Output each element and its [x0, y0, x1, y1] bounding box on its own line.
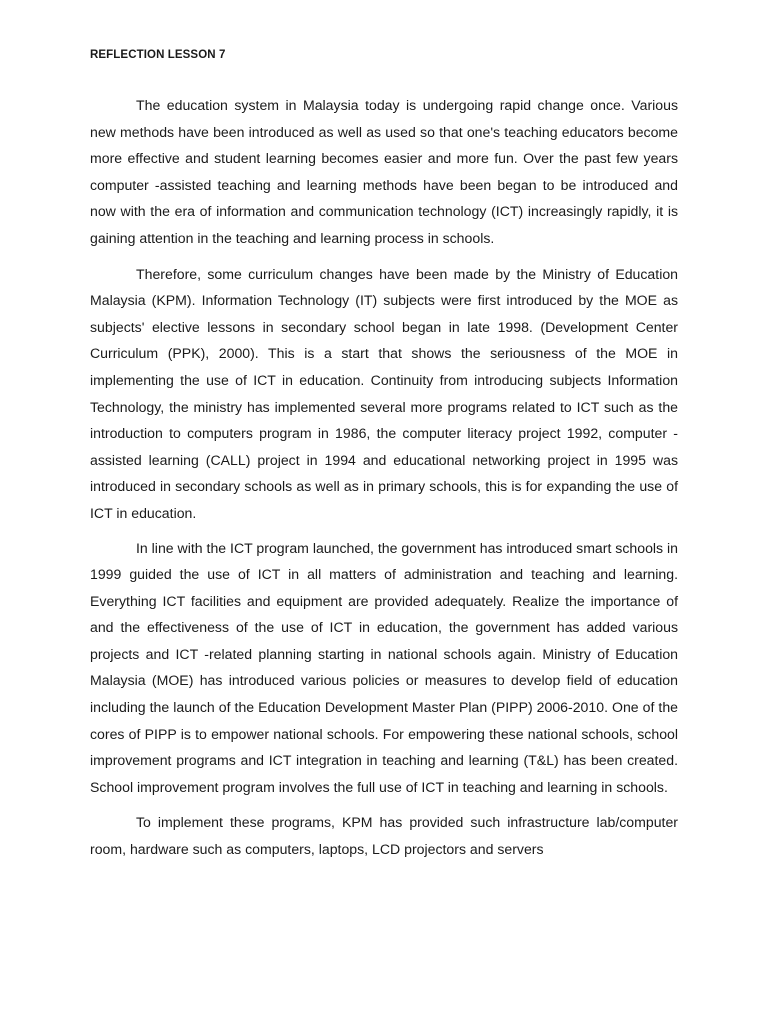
- paragraph-3: In line with the ICT program launched, the government has introduced smart schools in 1999 guided the use of ICT in all matters of administration and teaching and learning. Everything ICT facilities and equipment are provided adequately. Realize the importance of and the effectiveness of the use of ICT in education, the government has added various projects and ICT -related planning starting in national schools again. Ministry of Education Malaysia (MOE) has introduced various policies or measures to develop field of education including the launch of the Education Development Master Plan (PIPP) 2006-2010. One of the cores of PIPP is to empower national schools. For empowering these national schools, school improvement programs and ICT integration in teaching and learning (T&L) has been created. School improvement program involves the full use of ICT in teaching and learning in schools.: [90, 539, 678, 795]
- paragraph-4: To implement these programs, KPM has provided such infrastructure lab/computer room, hardware such as computers, laptops, LCD projectors and servers: [90, 814, 678, 858]
- document-title: REFLECTION LESSON 7: [90, 49, 226, 61]
- document-body: [90, 92, 678, 872]
- paragraph-2: Therefore, some curriculum changes have been made by the Ministry of Education Malaysia (KPM). Information Technology (IT) subjects were first introduced by the MOE as subjects' elective lessons in secondary school began in late 1998. (Development Center Curriculum (PPK), 2000). This is a start that shows the seriousness of the MOE in implementing the use of ICT in education. Continuity from introducing subjects Information Technology, the ministry has implemented several more programs related to ICT such as the introduction to computers program in 1986, the computer literacy project 1992, computer -assisted learning (CALL) project in 1994 and educational networking project in 1995 was introduced in secondary schools as well as in primary schools, this is for expanding the use of ICT in education.: [90, 265, 678, 521]
- paragraph-1: The education system in Malaysia today is undergoing rapid change once. Various new methods have been introduced as well as used so that one's teaching educators become more effective and student learning becomes easier and more fun. Over the past few years computer -assisted teaching and learning methods have been began to be introduced and now with the era of information and communication technology (ICT) increasingly rapidly, it is gaining attention in the teaching and learning process in schools.: [90, 97, 678, 246]
